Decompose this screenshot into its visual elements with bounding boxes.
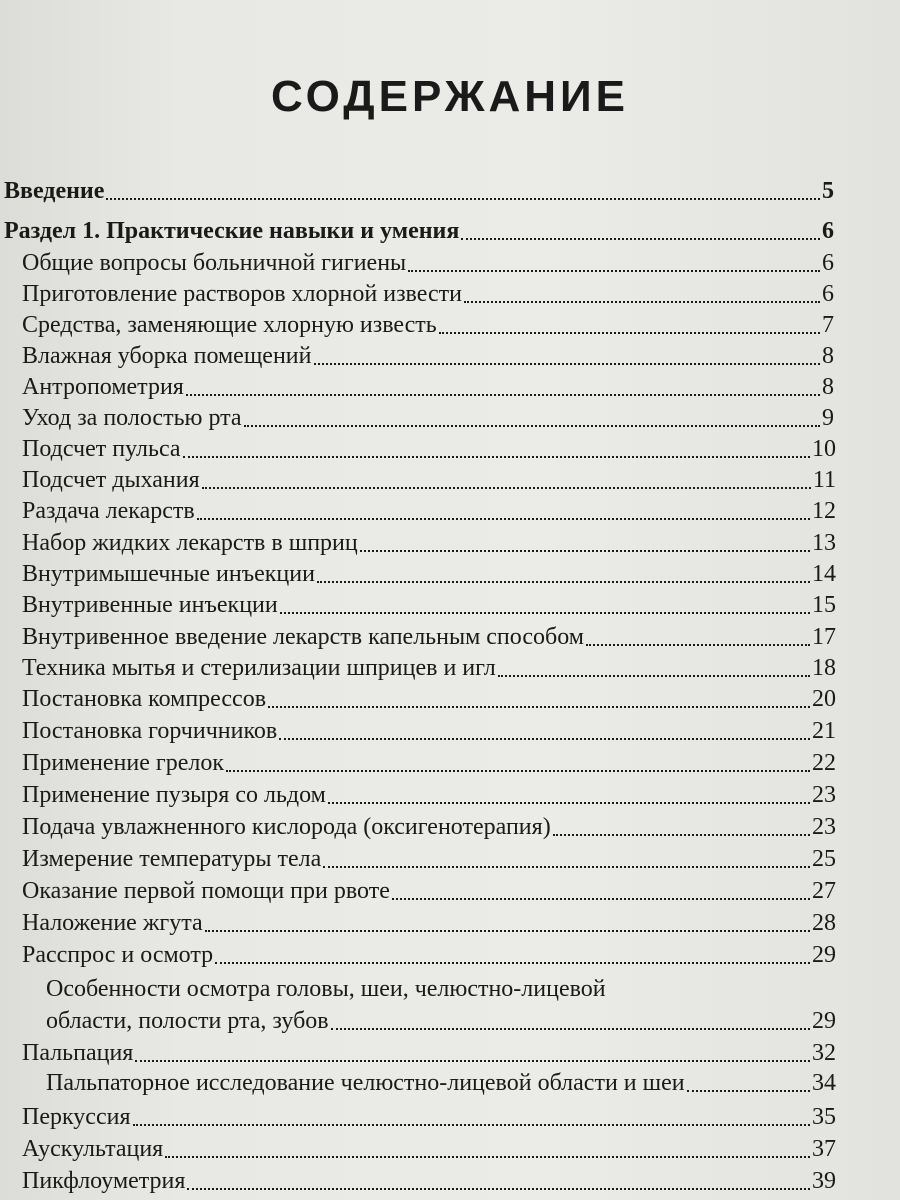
toc-entry (22, 655, 836, 682)
leader-dots (328, 802, 810, 804)
leader-dots (323, 866, 810, 868)
toc-entry (22, 1104, 836, 1131)
leader-dots (317, 581, 810, 583)
toc-entry-page: 29 (812, 1008, 836, 1034)
toc-entry (22, 718, 836, 745)
leader-dots (183, 456, 810, 458)
toc-entry (22, 405, 834, 432)
toc-entry-label: Общие вопросы больничной гигиены (22, 250, 407, 276)
leader-dots (165, 1156, 810, 1158)
toc-entry-page: 18 (812, 655, 836, 681)
toc-entry-introduction (4, 178, 834, 205)
toc-entry-page: 6 (822, 281, 834, 307)
toc-entry-label: Внутримышечные инъекции (22, 561, 315, 587)
toc-entry-label: Влажная уборка помещений (22, 343, 312, 369)
toc-entry-label: Набор жидких лекарств в шприц (22, 530, 358, 556)
toc-entry (22, 561, 836, 588)
toc-entry-page: 7 (822, 312, 834, 338)
toc-entry-page: 27 (812, 878, 836, 904)
toc-entry-label: Приготовление растворов хлорной извести (22, 281, 462, 307)
toc-entry-label: Антропометрия (22, 374, 184, 400)
toc-entry (22, 878, 836, 905)
toc-entry-page: 8 (822, 343, 834, 369)
leader-dots (687, 1090, 810, 1092)
toc-entry-label: Применение грелок (22, 750, 224, 776)
leader-dots (226, 770, 810, 772)
toc-entry-label: Оказание первой помощи при рвоте (22, 878, 390, 904)
toc-entry (22, 281, 834, 308)
toc-entry-label: Пальпация (22, 1040, 134, 1066)
toc-entry (22, 436, 836, 463)
toc-entry (22, 624, 836, 651)
toc-entry-page: 8 (822, 374, 834, 400)
toc-entry (22, 498, 836, 525)
toc-entry-label: Средства, заменяющие хлорную известь (22, 312, 437, 338)
toc-entry-label: Наложение жгута (22, 910, 203, 936)
toc-entry-page: 13 (812, 530, 836, 556)
leader-dots (360, 550, 810, 552)
toc-entry-label: Введение (4, 178, 105, 204)
leader-dots (439, 332, 820, 334)
leader-dots (464, 301, 820, 303)
leader-dots (133, 1124, 811, 1126)
toc-entry-page: 23 (812, 782, 836, 808)
toc-entry-label: Внутривенное введение лекарств капельным способом (22, 624, 584, 650)
toc-entry-label: Уход за полостью рта (22, 405, 242, 431)
toc-entry (22, 942, 836, 969)
leader-dots (461, 238, 820, 240)
toc-entry-page: 29 (812, 942, 836, 968)
toc-entry (22, 250, 834, 277)
toc-entry-label: Пальпаторное исследование челюстно-лицевой области и шеи (46, 1070, 685, 1096)
toc-entry (22, 374, 834, 401)
toc-entry (22, 1168, 836, 1195)
leader-dots (553, 834, 810, 836)
toc-entry-label: Раздача лекарств (22, 498, 195, 524)
leader-dots (215, 962, 810, 964)
toc-entry-page: 10 (812, 436, 836, 462)
toc-entry-page: 21 (812, 718, 836, 744)
page-title: СОДЕРЖАНИЕ (270, 72, 630, 121)
leader-dots (392, 898, 810, 900)
toc-entry-label: Применение пузыря со льдом (22, 782, 326, 808)
toc-entry-page: 20 (812, 686, 836, 712)
leader-dots (268, 706, 810, 708)
leader-dots (187, 1188, 810, 1190)
toc-entry-page: 17 (812, 624, 836, 650)
toc-entry-page: 28 (812, 910, 836, 936)
toc-entry-page: 22 (812, 750, 836, 776)
toc-entry-label: Пикфлоуметрия (22, 1168, 186, 1194)
toc-entry-label: области, полости рта, зубов (46, 1008, 329, 1034)
toc-entry-label: Раздел 1. Практические навыки и умения (4, 218, 460, 244)
toc-entry-label: Постановка горчичников (22, 718, 278, 744)
toc-entry-label: Перкуссия (22, 1104, 131, 1130)
toc-entry-label: Подсчет дыхания (22, 467, 200, 493)
toc-entry (22, 312, 834, 339)
toc-entry-page: 9 (822, 405, 834, 431)
toc-entry-page: 37 (812, 1136, 836, 1162)
toc-entry-label: Постановка компрессов (22, 686, 267, 712)
leader-dots (244, 425, 820, 427)
leader-dots (205, 930, 810, 932)
leader-dots (186, 394, 820, 396)
toc-entry-label-line1: Особенности осмотра головы, шеи, челюстно-лицевой (46, 976, 606, 1002)
toc-entry (22, 750, 836, 777)
toc-entry-label: Измерение температуры тела (22, 846, 322, 872)
toc-entry (22, 846, 836, 873)
toc-entry-page: 34 (812, 1070, 836, 1096)
leader-dots (135, 1060, 810, 1062)
leader-dots (586, 644, 810, 646)
toc-entry (46, 1070, 836, 1097)
leader-dots (408, 270, 820, 272)
toc-entry-page: 6 (822, 250, 834, 276)
toc-entry (22, 467, 836, 494)
toc-entry-page: 25 (812, 846, 836, 872)
toc-entry-label: Подача увлажненного кислорода (оксигенотерапия) (22, 814, 551, 840)
toc-entry-label: Расспрос и осмотр (22, 942, 214, 968)
leader-dots (202, 487, 811, 489)
toc-entry-page: 6 (822, 218, 834, 244)
toc-entry-page: 15 (812, 592, 836, 618)
toc-entry-page: 11 (812, 467, 836, 493)
leader-dots (280, 612, 810, 614)
toc-entry-page: 23 (812, 814, 836, 840)
toc-entry (22, 530, 836, 557)
leader-dots (106, 198, 820, 200)
leader-dots (498, 675, 810, 677)
toc-entry (22, 686, 836, 713)
toc-entry (22, 814, 836, 841)
toc-entry-page: 35 (812, 1104, 836, 1130)
toc-entry-label: Внутривенные инъекции (22, 592, 278, 618)
toc-entry-page: 5 (822, 178, 834, 204)
toc-entry (22, 782, 836, 809)
leader-dots (331, 1028, 810, 1030)
toc-entry-page: 12 (812, 498, 836, 524)
toc-entry-label: Аускультация (22, 1136, 164, 1162)
toc-entry (22, 1136, 836, 1163)
toc-entry (22, 592, 836, 619)
toc-entry (46, 1008, 836, 1035)
toc-entry-page: 39 (812, 1168, 836, 1194)
leader-dots (197, 518, 810, 520)
toc-entry-label: Техника мытья и стерилизации шприцев и игл (22, 655, 496, 681)
toc-entry (22, 1040, 836, 1067)
toc-entry-page: 14 (812, 561, 836, 587)
toc-entry-page: 32 (812, 1040, 836, 1066)
toc-entry-label: Подсчет пульса (22, 436, 181, 462)
toc-entry-section-1 (4, 218, 834, 245)
toc-entry (22, 343, 834, 370)
leader-dots (314, 363, 821, 365)
leader-dots (279, 738, 810, 740)
toc-entry (22, 910, 836, 937)
